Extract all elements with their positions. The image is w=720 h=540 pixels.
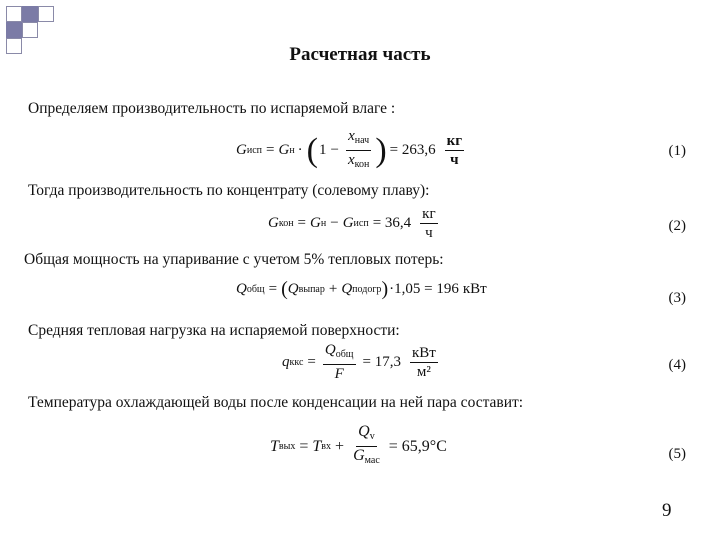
eq2-minus: − xyxy=(330,215,339,231)
eq2-unit-num: кг xyxy=(422,206,436,222)
equation-5-number: (5) xyxy=(668,446,686,462)
eq5-lhs-sub: вых xyxy=(278,441,296,452)
eq4-unit-num: кВт xyxy=(411,344,436,361)
paragraph-3: Общая мощность на упаривание с учетом 5% тепловых потерь: xyxy=(24,251,444,268)
eq2-lhs-sub: кон xyxy=(278,218,294,229)
eq5-den: G xyxy=(353,447,365,464)
decor-square xyxy=(22,6,38,22)
eq4-num-sub: общ xyxy=(335,349,354,360)
eq2-b: G xyxy=(342,215,354,231)
eq1-unit-num: кг xyxy=(446,133,463,149)
eq1-unit-den: ч xyxy=(450,152,459,168)
eq5-plus: + xyxy=(335,437,345,455)
eq4-den: F xyxy=(334,366,344,382)
decor-square xyxy=(6,22,22,38)
page-title: Расчетная часть xyxy=(289,44,431,65)
equation-2 xyxy=(268,206,441,241)
decor-square xyxy=(22,22,38,38)
eq1-x-den: x xyxy=(347,152,355,168)
eq4-fraction xyxy=(323,342,356,382)
equation-1-number: (1) xyxy=(668,143,686,159)
eq2-eq: = xyxy=(297,215,307,231)
eq2-b-sub: исп xyxy=(353,218,369,229)
eq3-b-sub: подогр xyxy=(352,284,382,295)
equation-5 xyxy=(270,424,447,469)
eq1-eq: = xyxy=(266,142,275,158)
paragraph-5: Температура охлаждающей воды после конденсации на ней пара составит: xyxy=(28,394,524,411)
eq4-result: = 17,3 xyxy=(362,353,401,370)
eq5-den-sub: мас xyxy=(364,455,380,466)
eq1-x-den-sub: кон xyxy=(354,159,370,170)
eq4-unit xyxy=(410,345,438,380)
eq3-plus: + xyxy=(328,281,338,297)
equation-3 xyxy=(236,278,487,301)
eq2-lhs: G xyxy=(268,215,279,231)
eq1-paren-l: ( xyxy=(306,131,318,169)
eq5-fraction xyxy=(351,424,382,469)
eq1-g-sub: н xyxy=(289,145,295,156)
eq3-factor: ·1,05 = 196 xyxy=(389,281,459,297)
eq1-dot: · xyxy=(297,142,303,158)
paragraph-2: Тогда производительность по концентрату (солевому плаву): xyxy=(28,182,430,199)
eq1-x-num: x xyxy=(348,128,355,144)
equation-3-number: (3) xyxy=(668,290,686,306)
eq5-result: = 65,9°C xyxy=(388,437,447,455)
eq3-unit: кВт xyxy=(462,281,487,297)
eq3-a-sub: выпар xyxy=(298,284,325,295)
eq4-unit-den: м² xyxy=(416,363,431,380)
eq1-result: = 263,6 xyxy=(389,142,436,158)
eq1-lhs-sub: исп xyxy=(246,145,262,156)
eq5-t: T xyxy=(312,437,322,455)
equation-1 xyxy=(236,128,467,173)
eq5-t-sub: вх xyxy=(321,441,332,452)
eq2-result: = 36,4 xyxy=(372,215,412,231)
decor-square xyxy=(38,6,54,22)
eq1-g: G xyxy=(278,142,290,158)
equation-2-number: (2) xyxy=(668,218,686,234)
eq1-fraction xyxy=(346,128,371,173)
eq4-num: Q xyxy=(324,342,336,358)
eq2-unit-den: ч xyxy=(425,225,433,241)
eq5-eq: = xyxy=(299,437,309,455)
eq2-unit xyxy=(420,206,437,241)
eq4-lhs: q xyxy=(282,353,290,370)
page-number: 9 xyxy=(662,500,672,521)
equation-4 xyxy=(282,342,441,382)
eq1-x-num-sub: нач xyxy=(354,135,370,146)
eq5-num: Q xyxy=(358,423,370,440)
eq2-a: G xyxy=(310,215,321,231)
eq3-paren-r: ) xyxy=(381,278,389,300)
equation-4-number: (4) xyxy=(668,357,686,373)
eq5-num-sub: v xyxy=(369,431,375,442)
eq3-lhs-sub: общ xyxy=(246,284,265,295)
eq1-unit xyxy=(445,133,464,168)
eq4-eq: = xyxy=(307,353,316,370)
eq1-paren-r: ) xyxy=(375,131,387,169)
eq3-paren-l: ( xyxy=(281,278,288,300)
eq2-a-sub: н xyxy=(320,218,327,229)
eq5-lhs: T xyxy=(270,437,279,455)
eq3-a: Q xyxy=(287,281,299,297)
eq3-eq: = xyxy=(268,281,278,297)
eq1-one: 1 xyxy=(319,142,327,158)
eq3-b: Q xyxy=(341,281,353,297)
eq1-lhs: G xyxy=(236,142,247,158)
eq1-minus: − xyxy=(330,142,339,158)
eq4-lhs-sub: ккс xyxy=(289,356,304,368)
paragraph-1: Определяем производительность по испаряемой влаге : xyxy=(28,100,396,117)
decor-square xyxy=(6,6,22,22)
eq3-lhs: Q xyxy=(236,281,247,297)
paragraph-4: Средняя тепловая нагрузка на испаряемой поверхности: xyxy=(28,322,400,339)
